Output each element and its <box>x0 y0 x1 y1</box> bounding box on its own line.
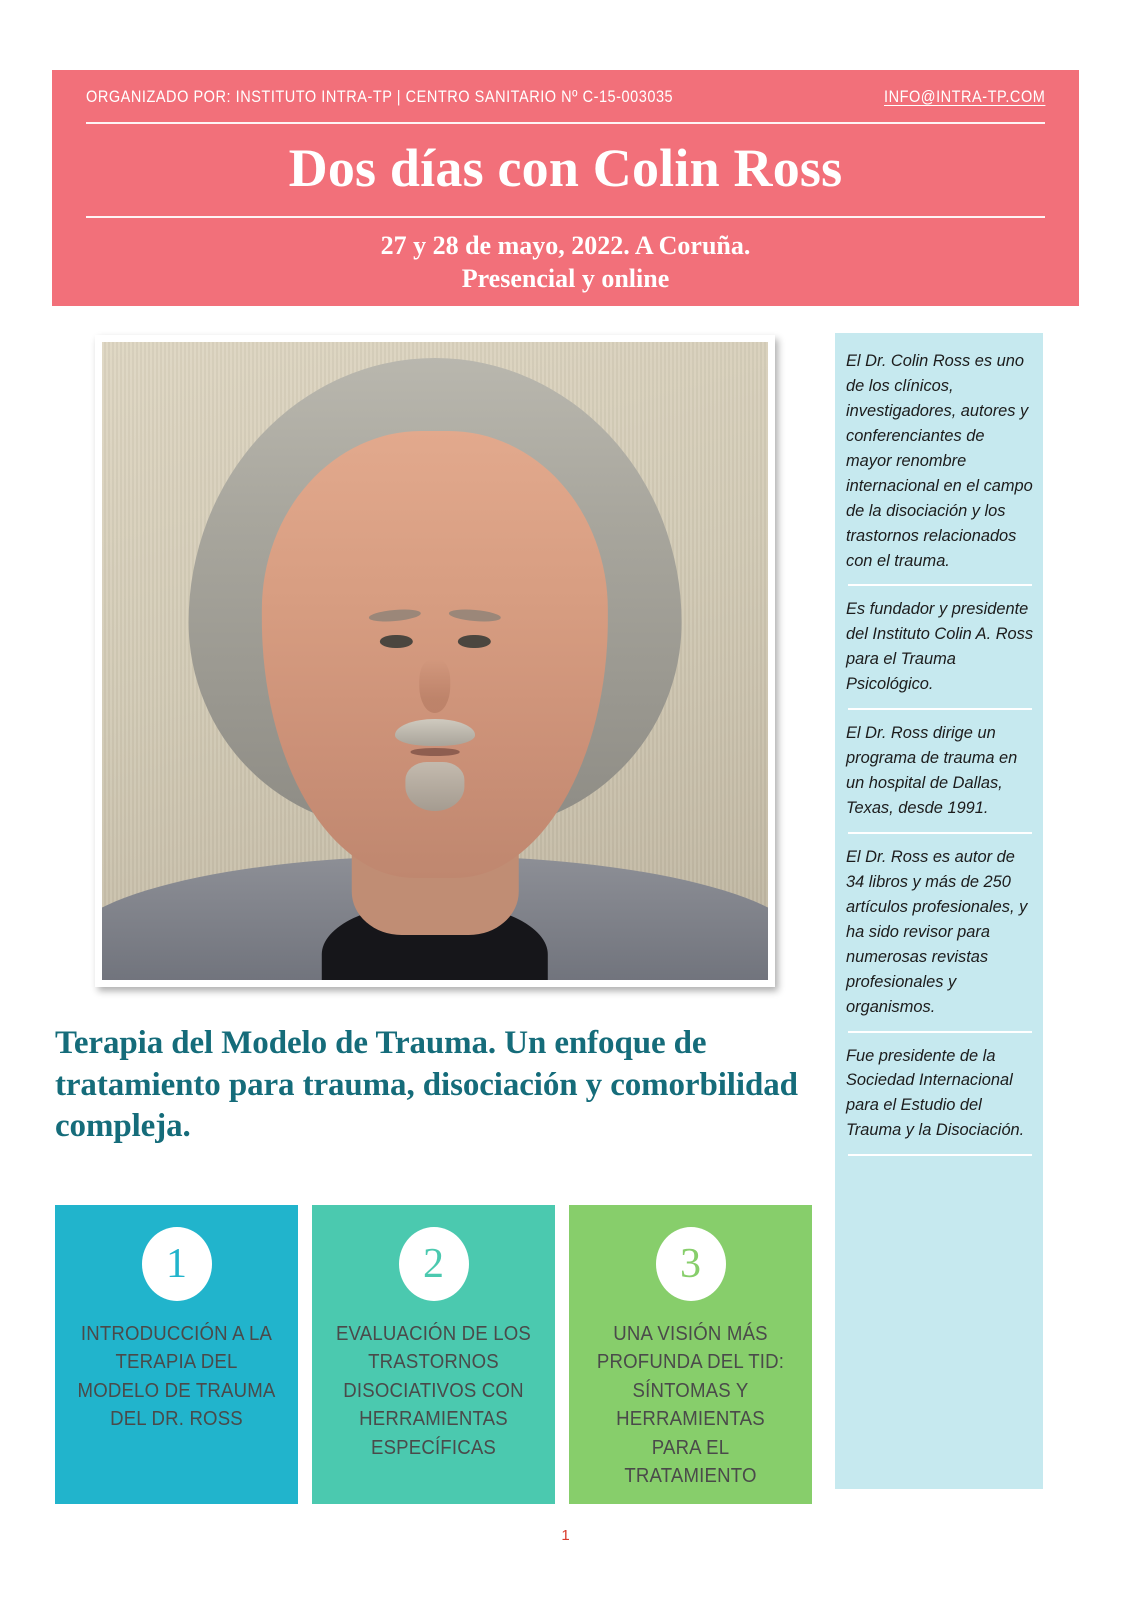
module-title: INTRODUCCIÓN A LA TERAPIA DEL MODELO DE TRAUMA DEL DR. ROSS <box>77 1323 276 1431</box>
photo-face <box>262 431 608 878</box>
header-divider-top <box>86 122 1045 124</box>
course-heading: Terapia del Modelo de Trauma. Un enfoque de tratamiento para trauma, disociación y comorbilidad compleja. <box>55 1025 798 1145</box>
module-boxes <box>55 1205 812 1504</box>
bio-divider <box>848 708 1032 710</box>
module-title: EVALUACIÓN DE LOS TRASTORNOS DISOCIATIVOS CON HERRAMIENTAS ESPECÍFICAS <box>335 1323 532 1459</box>
event-format: Presencial y online <box>461 263 670 293</box>
bio-divider <box>848 1154 1032 1156</box>
photo-nose <box>419 659 450 713</box>
module-number-badge: 3 <box>656 1227 726 1301</box>
bio-paragraph: Fue presidente de la Sociedad Internacional para el Estudio del Trauma y la Disociación. <box>846 1046 1025 1140</box>
module-number-badge: 1 <box>142 1227 212 1301</box>
photo-eyebrow-right <box>449 608 502 623</box>
header-divider-bottom <box>86 216 1045 218</box>
bio-paragraph: Es fundador y presidente del Instituto Colin A. Ross para el Trauma Psicológico. <box>846 600 1034 694</box>
bio-paragraph: El Dr. Ross es autor de 34 libros y más de 250 artículos profesionales, y ha sido revisor para numerosas revistas profesionales y organismos. <box>846 847 1028 1016</box>
event-date-location: 27 y 28 de mayo, 2022. A Coruña. <box>380 230 751 260</box>
bio-paragraph: El Dr. Ross dirige un programa de trauma en un hospital de Dallas, Texas, desde 1991. <box>846 724 1018 817</box>
module-title: UNA VISIÓN MÁS PROFUNDA DEL TID: SÍNTOMAS Y HERRAMIENTAS PARA EL TRATAMIENTO <box>596 1323 785 1487</box>
module-card-1[interactable] <box>55 1205 298 1504</box>
photo-mouth <box>411 748 459 755</box>
header-meta-row <box>86 88 1045 107</box>
bio-paragraph: El Dr. Colin Ross es uno de los clínicos, investigadores, autores y conferenciantes de mayor renombre internacional en el campo de la disociación y los trastornos relacionados con el trauma. <box>846 352 1033 570</box>
module-card-3[interactable] <box>569 1205 812 1504</box>
bio-divider <box>848 832 1032 834</box>
module-number-badge: 2 <box>399 1227 469 1301</box>
bio-divider <box>848 1031 1032 1033</box>
speaker-bio-sidebar <box>835 333 1043 1489</box>
page-number: 1 <box>561 1527 570 1544</box>
photo-moustache <box>395 719 475 746</box>
speaker-photo <box>102 342 768 980</box>
poster-header <box>52 70 1079 306</box>
event-subtitle <box>86 218 1045 296</box>
photo-eyebrow-left <box>369 608 422 623</box>
speaker-photo-frame <box>95 335 775 987</box>
photo-eye-left <box>380 635 413 649</box>
page-title: Dos días con Colin Ross <box>288 138 843 198</box>
contact-email-link[interactable]: INFO@INTRA-TP.COM <box>883 88 1045 106</box>
photo-beard <box>406 762 465 811</box>
bio-divider <box>848 584 1032 586</box>
module-card-2[interactable] <box>312 1205 555 1504</box>
photo-eye-right <box>458 635 491 649</box>
organizer-text: ORGANIZADO POR: INSTITUTO INTRA-TP | CENTRO SANITARIO Nº C-15-003035 <box>86 88 674 106</box>
